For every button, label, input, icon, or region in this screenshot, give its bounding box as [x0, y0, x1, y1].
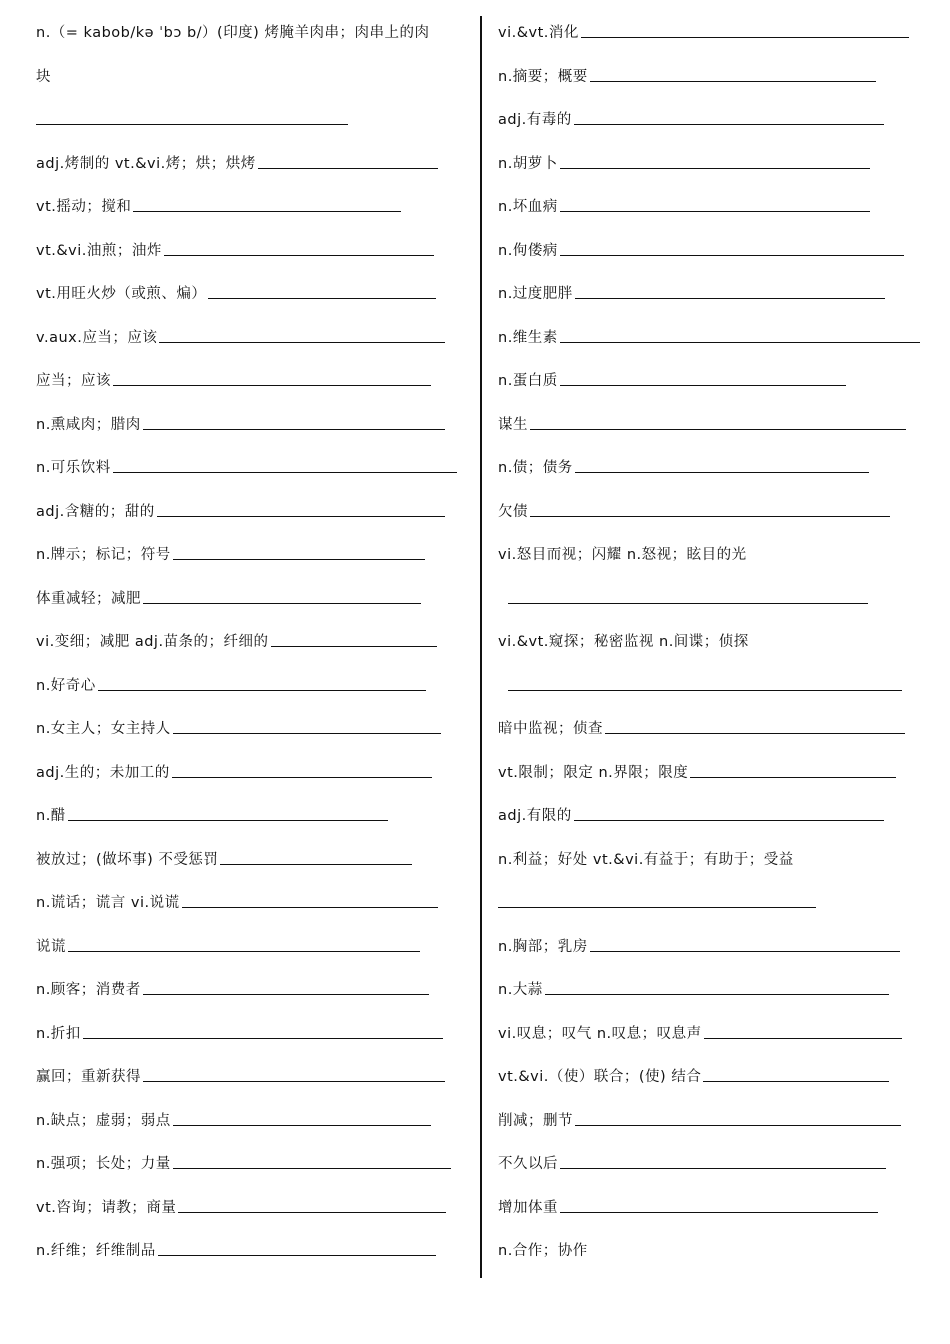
- vocab-row: [36, 971, 429, 1001]
- answer-blank-line[interactable]: [530, 429, 906, 430]
- answer-blank-line[interactable]: [133, 211, 401, 212]
- vocab-row: [508, 667, 902, 697]
- vocab-definition: n.过度肥胖: [498, 286, 573, 302]
- answer-blank-line[interactable]: [575, 298, 885, 299]
- vocab-row: [36, 14, 429, 44]
- vocab-row: [498, 275, 885, 305]
- vocab-definition: vt.摇动；搅和: [36, 199, 132, 215]
- answer-blank-line[interactable]: [560, 211, 870, 212]
- vocab-row: [498, 406, 906, 436]
- vocab-definition: adj.有毒的: [498, 112, 572, 128]
- vocab-definition: 赢回；重新获得: [36, 1069, 141, 1085]
- answer-blank-line[interactable]: [143, 994, 429, 995]
- answer-blank-line[interactable]: [258, 168, 438, 169]
- vocab-row: [498, 449, 869, 479]
- answer-blank-line[interactable]: [560, 1212, 878, 1213]
- answer-blank-line[interactable]: [574, 124, 884, 125]
- vocab-definition: n.醋: [36, 808, 66, 824]
- vocab-row: [498, 1232, 588, 1262]
- vocab-definition: vi.&vt.窥探；秘密监视 n.间谍；侦探: [498, 634, 749, 650]
- vocab-definition: 应当；应该: [36, 373, 111, 389]
- vocab-row: [36, 362, 431, 392]
- vocab-definition: n.债；债务: [498, 460, 573, 476]
- answer-blank-line[interactable]: [83, 1038, 443, 1039]
- vocab-definition: vt.&vi.油煎；油炸: [36, 242, 162, 259]
- vocab-row: [498, 884, 816, 914]
- vocab-row: [36, 1058, 445, 1088]
- vocab-row: [36, 797, 388, 827]
- vocab-row: [498, 232, 904, 262]
- vocab-row: [36, 319, 445, 349]
- vocab-definition: 说谎: [36, 938, 66, 955]
- vocab-definition: n.谎话；谎言 vi.说谎: [36, 895, 180, 911]
- answer-blank-line[interactable]: [98, 690, 426, 691]
- answer-blank-line[interactable]: [590, 951, 900, 952]
- vocab-row: [36, 58, 51, 88]
- answer-blank-line[interactable]: [172, 777, 432, 778]
- vocab-definition: vt.用旺火炒（或煎、煸）: [36, 286, 207, 302]
- answer-blank-line[interactable]: [68, 820, 388, 821]
- answer-blank-line[interactable]: [574, 820, 884, 821]
- vocab-row: [498, 101, 884, 131]
- vocab-row: [36, 623, 437, 653]
- vocab-row: [498, 841, 794, 871]
- answer-blank-line[interactable]: [690, 777, 896, 778]
- vocab-row: [508, 580, 868, 610]
- vocab-definition: n.纤维；纤维制品: [36, 1243, 156, 1259]
- vocab-definition: vi.叹息；叹气 n.叹息；叹息声: [498, 1025, 702, 1042]
- vocab-definition: adj.有限的: [498, 808, 572, 824]
- vocab-definition: n.折扣: [36, 1025, 81, 1042]
- vocab-definition: 块: [36, 68, 51, 85]
- vocab-definition: n.牌示；标记；符号: [36, 547, 171, 563]
- answer-blank-line[interactable]: [173, 733, 441, 734]
- vocab-row: [36, 493, 445, 523]
- vocab-definition: n.顾客；消费者: [36, 982, 141, 998]
- vocab-definition: 增加体重: [498, 1199, 558, 1216]
- answer-blank-line[interactable]: [575, 472, 869, 473]
- answer-blank-line[interactable]: [113, 385, 431, 386]
- answer-blank-line[interactable]: [560, 255, 904, 256]
- vocab-row: [36, 1232, 436, 1262]
- answer-blank-line[interactable]: [590, 81, 876, 82]
- answer-blank-line[interactable]: [703, 1081, 889, 1082]
- vocab-definition: adj.烤制的 vt.&vi.烤；烘；烘烤: [36, 155, 256, 172]
- vocab-definition: 削减；删节: [498, 1112, 573, 1129]
- answer-blank-line[interactable]: [545, 994, 889, 995]
- vocab-row: [498, 710, 905, 740]
- vocab-row: [498, 145, 870, 175]
- vocab-definition: vt.&vi.（使）联合；(使) 结合: [498, 1069, 702, 1085]
- vocab-definition: n.强项；长处；力量: [36, 1156, 171, 1172]
- vocab-row: [36, 928, 420, 958]
- answer-blank-line[interactable]: [178, 1212, 446, 1213]
- vocab-definition: n.利益；好处 vt.&vi.有益于；有助于；受益: [498, 851, 794, 868]
- answer-blank-line[interactable]: [575, 1125, 901, 1126]
- vocab-definition: n.熏咸肉；腊肉: [36, 416, 141, 433]
- vocab-row: [36, 232, 434, 262]
- answer-blank-line[interactable]: [560, 1168, 886, 1169]
- answer-blank-line[interactable]: [173, 1168, 451, 1169]
- answer-blank-line[interactable]: [36, 124, 348, 125]
- vocab-definition: 被放过；(做坏事) 不受惩罚: [36, 851, 219, 868]
- vocab-row: [498, 1058, 889, 1088]
- answer-blank-line[interactable]: [508, 603, 868, 604]
- vocab-row: [498, 1015, 902, 1045]
- answer-blank-line[interactable]: [498, 907, 816, 908]
- vocab-definition: n.（= kabob/kə ˈbɔ b/）(印度) 烤腌羊肉串；肉串上的肉: [36, 25, 430, 41]
- answer-blank-line[interactable]: [158, 1255, 436, 1256]
- vocab-row: [36, 580, 421, 610]
- vocab-definition: n.可乐饮料: [36, 460, 111, 476]
- vocab-definition: vt.限制；限定 n.界限；限度: [498, 764, 689, 781]
- vocab-row: [36, 1102, 431, 1132]
- vocab-row: [36, 754, 432, 784]
- vocab-row: [498, 1102, 901, 1132]
- vocab-definition: 谋生: [498, 416, 528, 433]
- answer-blank-line[interactable]: [220, 864, 412, 865]
- vocab-definition: n.维生素: [498, 329, 558, 346]
- vocab-definition: n.蛋白质: [498, 373, 558, 389]
- vocab-row: [498, 1145, 886, 1175]
- vocab-row: [36, 406, 445, 436]
- vocab-definition: n.合作；协作: [498, 1243, 588, 1259]
- vocab-row: [36, 275, 436, 305]
- vocab-definition: 暗中监视；侦查: [498, 721, 603, 737]
- vocab-row: [36, 449, 457, 479]
- vocab-row: [498, 319, 920, 349]
- vocab-row: [498, 58, 876, 88]
- vocab-definition: v.aux.应当；应该: [36, 329, 158, 346]
- answer-blank-line[interactable]: [157, 516, 445, 517]
- vocab-row: [498, 928, 900, 958]
- vocab-definition: 欠债: [498, 503, 528, 520]
- vocab-definition: adj.生的；未加工的: [36, 764, 170, 781]
- vocab-row: [36, 536, 425, 566]
- vocab-definition: n.女主人；女主持人: [36, 721, 171, 737]
- vocab-row: [498, 623, 749, 653]
- answer-blank-line[interactable]: [605, 733, 905, 734]
- vocab-definition: n.大蒜: [498, 982, 543, 998]
- answer-blank-line[interactable]: [508, 690, 902, 691]
- vocab-definition: n.缺点；虚弱；弱点: [36, 1112, 171, 1129]
- answer-blank-line[interactable]: [704, 1038, 902, 1039]
- vocab-definition: vt.咨询；请教；商量: [36, 1199, 177, 1216]
- vocab-definition: vi.&vt.消化: [498, 25, 579, 41]
- vocab-row: [36, 188, 401, 218]
- vocab-row: [498, 971, 889, 1001]
- vocab-definition: n.好奇心: [36, 677, 96, 694]
- answer-blank-line[interactable]: [143, 429, 445, 430]
- vocab-row: [36, 884, 438, 914]
- answer-blank-line[interactable]: [182, 907, 438, 908]
- vocab-row: [36, 101, 348, 131]
- vocab-definition: 体重减轻；减肥: [36, 590, 141, 607]
- answer-blank-line[interactable]: [560, 168, 870, 169]
- answer-blank-line[interactable]: [581, 37, 909, 38]
- column-divider: [480, 16, 482, 1278]
- answer-blank-line[interactable]: [159, 342, 445, 343]
- vocab-definition: n.胸部；乳房: [498, 938, 588, 955]
- vocab-row: [36, 667, 426, 697]
- vocab-definition: vi.变细；减肥 adj.苗条的；纤细的: [36, 634, 269, 650]
- vocab-row: [36, 1015, 443, 1045]
- vocab-row: [498, 1189, 878, 1219]
- answer-blank-line[interactable]: [560, 342, 920, 343]
- answer-blank-line[interactable]: [271, 646, 437, 647]
- answer-blank-line[interactable]: [173, 559, 425, 560]
- vocab-definition: adj.含糖的；甜的: [36, 503, 155, 520]
- vocab-definition: n.坏血病: [498, 199, 558, 215]
- vocab-row: [498, 493, 890, 523]
- vocab-row: [36, 841, 412, 871]
- vocab-row: [36, 145, 438, 175]
- vocab-row: [498, 754, 896, 784]
- vocab-row: [498, 14, 909, 44]
- vocab-definition: n.佝偻病: [498, 242, 558, 259]
- answer-blank-line[interactable]: [143, 603, 421, 604]
- answer-blank-line[interactable]: [164, 255, 434, 256]
- vocab-row: [36, 1189, 446, 1219]
- answer-blank-line[interactable]: [560, 385, 846, 386]
- answer-blank-line[interactable]: [113, 472, 457, 473]
- vocab-definition: vi.怒目而视；闪耀 n.怒视；眩目的光: [498, 547, 747, 563]
- answer-blank-line[interactable]: [143, 1081, 445, 1082]
- vocab-definition: n.摘要；概要: [498, 68, 588, 85]
- vocab-row: [498, 188, 870, 218]
- answer-blank-line[interactable]: [173, 1125, 431, 1126]
- vocab-row: [36, 710, 441, 740]
- answer-blank-line[interactable]: [208, 298, 436, 299]
- vocab-definition: 不久以后: [498, 1156, 558, 1172]
- answer-blank-line[interactable]: [68, 951, 420, 952]
- vocab-row: [498, 797, 884, 827]
- vocab-definition: n.胡萝卜: [498, 155, 558, 172]
- answer-blank-line[interactable]: [530, 516, 890, 517]
- vocab-row: [498, 536, 747, 566]
- vocab-row: [498, 362, 846, 392]
- vocab-row: [36, 1145, 451, 1175]
